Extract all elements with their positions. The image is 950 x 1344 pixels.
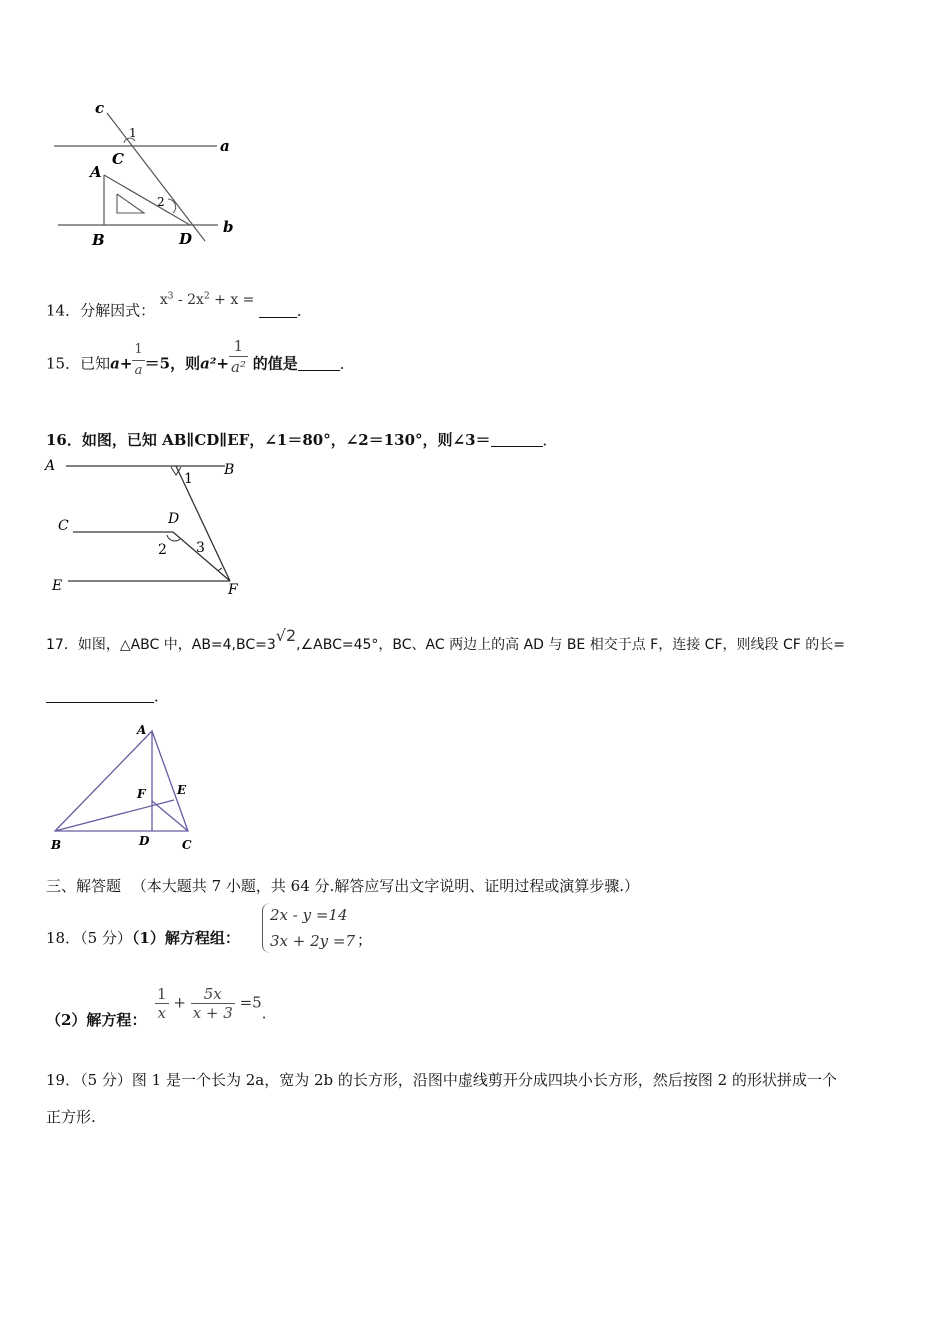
q15-mid: ＝5，则 xyxy=(144,354,201,373)
triangle-ABC xyxy=(55,731,188,831)
plus-sign: + xyxy=(173,993,186,1012)
f2-den: x + 3 xyxy=(192,1004,233,1022)
q14-term-2: - 2x xyxy=(173,291,204,308)
angle-3-arc xyxy=(218,568,222,571)
label-A: A xyxy=(45,458,56,474)
question-14 xyxy=(46,291,312,322)
q15-prefix: 15．已知 xyxy=(46,354,111,373)
q18-part1: （1）解方程组： xyxy=(131,929,240,947)
q15-fraction-1 xyxy=(132,340,144,381)
question-17 xyxy=(46,626,845,655)
label-angle-2: 2 xyxy=(157,195,165,209)
label-B: B xyxy=(92,231,105,249)
q15-fraction-2 xyxy=(229,336,248,377)
label-F: F xyxy=(137,787,146,801)
q14-prefix: 14．分解因式： xyxy=(46,301,156,320)
label-angle-1: 1 xyxy=(129,126,137,140)
question-19-line-1: 19．（5 分）图 1 是一个长为 2a，宽为 2b 的长方形，沿图中虚线剪开分成四块小长方形，然后按图 2 的形状拼成一个 xyxy=(46,1071,837,1089)
fraction-1-over-x xyxy=(155,985,169,1022)
q14-term-1: x xyxy=(159,291,168,308)
fractional-equation xyxy=(155,985,277,1022)
f1-den: x xyxy=(155,1003,169,1022)
q18-semicolon: ； xyxy=(357,931,373,949)
label-F: F xyxy=(228,582,238,598)
q17-end: ． xyxy=(154,687,170,705)
q14-suffix: ． xyxy=(296,301,312,320)
question-19-line-2: 正方形. xyxy=(46,1108,96,1126)
answer-blank-17[interactable] xyxy=(46,688,154,703)
question-17-answer-line xyxy=(46,686,169,706)
label-D: D xyxy=(168,511,180,527)
figure-triangle-abc xyxy=(40,718,200,858)
equation-1: 2x - y =14 xyxy=(270,906,348,924)
q15-end: ． xyxy=(339,354,355,373)
q15-a-plus: a+ xyxy=(110,354,133,373)
f2-num: 5x xyxy=(203,985,222,1003)
figure-parallel-lines-triangle xyxy=(40,95,250,255)
equation-2: 3x + 2y =7 xyxy=(270,932,356,950)
q16-end: ． xyxy=(542,431,558,449)
label-angle-2: 2 xyxy=(158,542,167,558)
q15-f1-num: 1 xyxy=(134,342,143,357)
equation-rhs: =5 xyxy=(239,993,262,1012)
label-A: A xyxy=(90,163,102,181)
f1-num: 1 xyxy=(157,985,167,1003)
figure-parallel-lines-16 xyxy=(40,455,255,600)
q15-f1-den: a xyxy=(132,360,144,381)
label-b: b xyxy=(223,218,234,236)
question-15 xyxy=(46,337,355,385)
section-3-heading xyxy=(46,876,639,896)
fraction-5x-over-x-plus-3 xyxy=(191,985,235,1022)
inner-triangle xyxy=(117,194,144,213)
label-B: B xyxy=(224,462,235,478)
q18-end: ． xyxy=(261,1003,277,1022)
q14-exp-1: 3 xyxy=(167,291,174,301)
q14-expression xyxy=(160,292,259,308)
label-E: E xyxy=(177,783,187,797)
label-D: D xyxy=(139,834,150,848)
q14-exp-2: 2 xyxy=(203,291,210,301)
label-c: c xyxy=(95,99,105,117)
label-D: D xyxy=(179,230,193,248)
section-3-title: 三、解答题 xyxy=(46,877,122,895)
q17-rest: ,∠ABC=45°，BC、AC 两边上的高 AD 与 BE 相交于点 F，连接 CF，则线段 CF 的长= xyxy=(296,637,845,653)
section-3-note: （本大题共 7 小题，共 64 分.解答应写出文字说明、证明过程或演算步骤.） xyxy=(131,877,640,895)
label-angle-1: 1 xyxy=(184,471,193,487)
question-16 xyxy=(46,430,558,450)
q15-f2-num: 1 xyxy=(233,337,244,355)
equation-system xyxy=(270,902,355,954)
label-A: A xyxy=(137,723,147,737)
label-C: C xyxy=(58,518,69,534)
answer-blank-15[interactable] xyxy=(298,356,340,371)
q17-sqrt: √2 xyxy=(275,626,297,645)
answer-blank-16[interactable] xyxy=(491,432,543,447)
label-C: C xyxy=(182,838,192,852)
answer-blank-14[interactable] xyxy=(259,303,297,318)
q18-part2 xyxy=(46,1010,146,1030)
q14-term-3: + x = xyxy=(209,291,259,308)
label-a: a xyxy=(220,137,230,155)
q15-a2-plus: a²+ xyxy=(200,354,229,373)
q18-part2-label: （2）解方程： xyxy=(46,1011,147,1029)
q18-prefix: 18．（5 分） xyxy=(46,929,132,947)
q15-f2-den: a² xyxy=(230,358,246,376)
q16-text: 16．如图，已知 AB∥CD∥EF，∠1＝80°，∠2＝130°，则∠3＝ xyxy=(46,431,491,449)
label-E: E xyxy=(52,578,63,594)
label-B: B xyxy=(51,838,62,852)
q17-prefix: 17．如图，△ABC 中，AB=4,BC=3 xyxy=(46,637,276,653)
label-C: C xyxy=(112,150,124,168)
label-angle-3: 3 xyxy=(196,540,205,556)
q15-suffix: 的值是 xyxy=(252,354,298,373)
line-c xyxy=(107,113,205,241)
question-18 xyxy=(46,928,240,948)
